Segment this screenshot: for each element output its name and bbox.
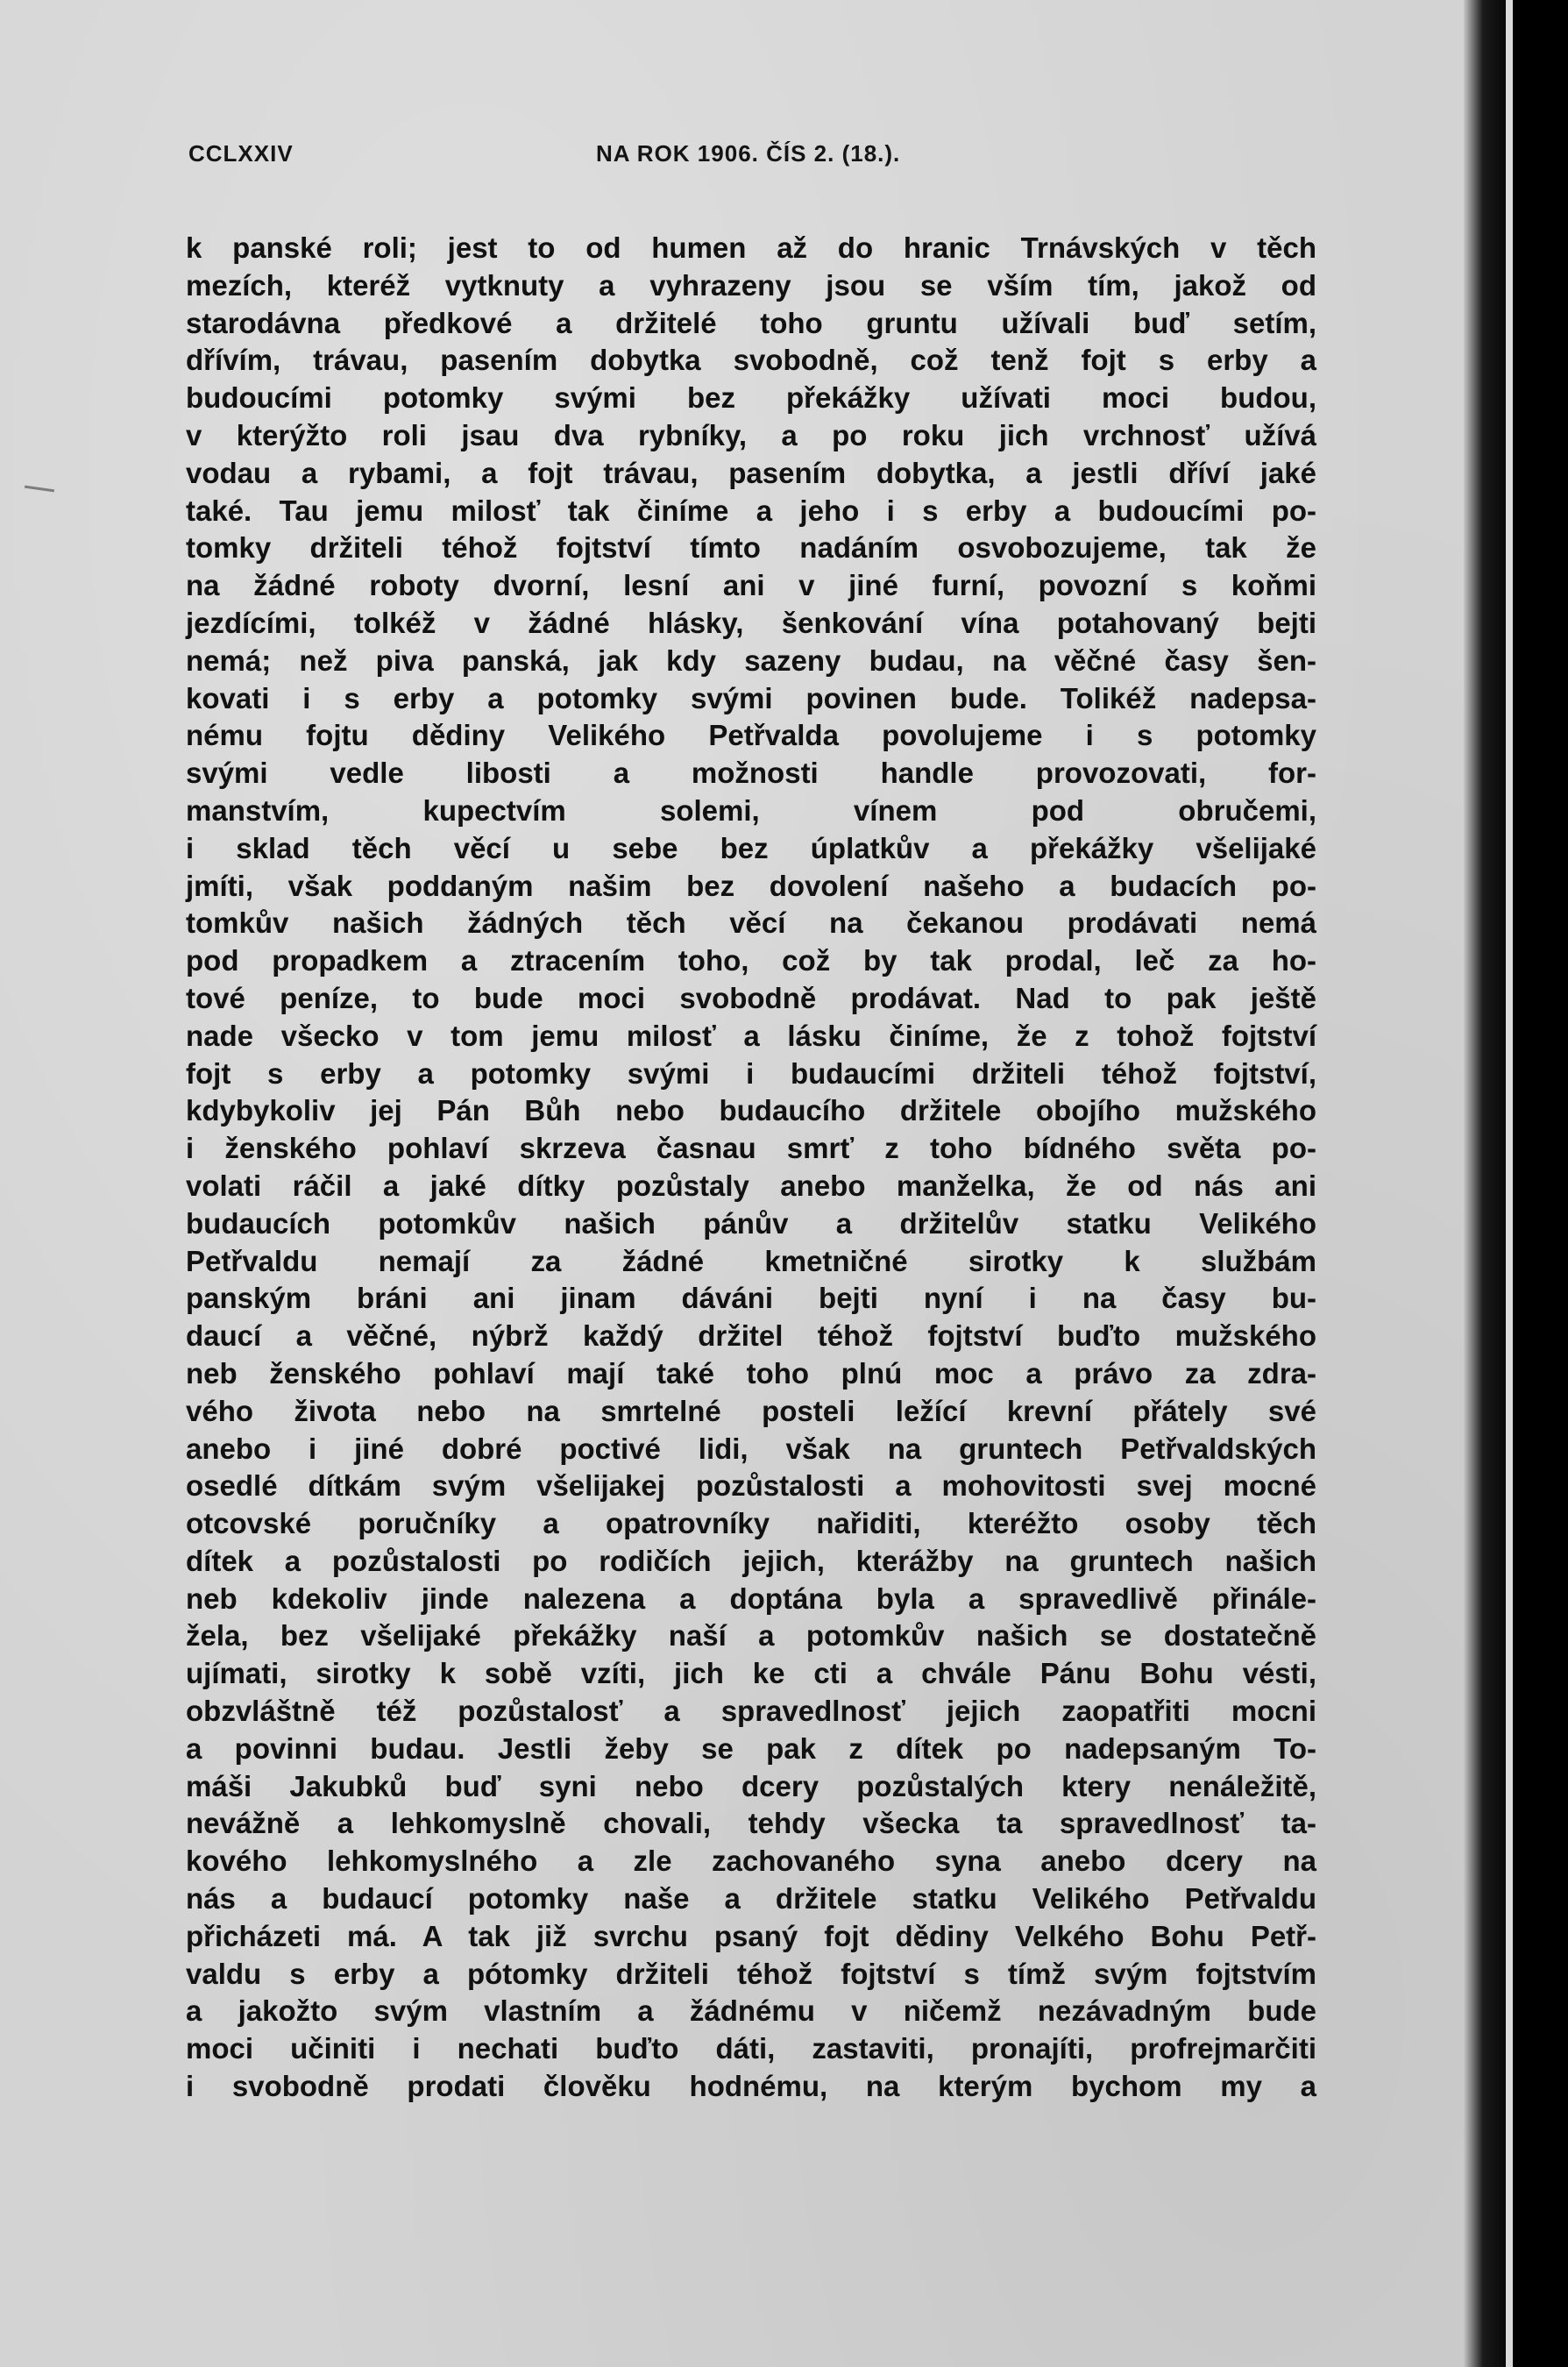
- text-line: jmíti, však poddaným našim bez dovolení našeho a budacích po-: [186, 869, 1316, 902]
- text-line: žela, bez všelijaké překážky naší a potomkův našich se dostatečně: [186, 1619, 1316, 1653]
- text-line: v kterýžto roli jsau dva rybníky, a po roku jich vrchnosť užívá: [186, 418, 1316, 451]
- text-line: tové peníze, to bude moci svobodně prodávat. Nad to pak ještě: [186, 981, 1316, 1014]
- text-line: kdybykoliv jej Pán Bůh nebo budaucího držitele obojího mužského: [186, 1094, 1316, 1127]
- text-line: obzvláštně též pozůstalosť a spravedlnosť jejich zaopatřiti mocni: [186, 1695, 1316, 1728]
- text-line: kového lehkomyslného a zle zachovaného syna anebo dcery na: [186, 1845, 1316, 1878]
- text-line: otcovské poručníky a opatrovníky nařiditi, kteréžto osoby těch: [186, 1507, 1316, 1540]
- text-line: i sklad těch věcí u sebe bez úplatkův a překážky všelijaké: [186, 831, 1316, 864]
- text-line: starodávna předkové a držitelé toho gruntu užívali buď setím,: [186, 306, 1316, 339]
- margin-pen-mark: [25, 486, 54, 493]
- text-line: nemá; než piva panská, jak kdy sazeny budau, na věčné časy šen-: [186, 643, 1316, 677]
- text-line: panským bráni ani jinam dáváni bejti nyní i na časy bu-: [186, 1282, 1316, 1315]
- text-line: také. Tau jemu milosť tak činíme a jeho i s erby a budoucími po-: [186, 494, 1316, 527]
- text-line: neb kdekoliv jinde nalezena a doptána byla a spravedlivě přinále-: [186, 1582, 1316, 1615]
- running-title: NA ROK 1906. ČÍS 2. (18.).: [596, 140, 901, 167]
- text-line: Petřvaldu nemají za žádné kmetničné sirotky k službám: [186, 1244, 1316, 1277]
- text-line: kovati i s erby a potomky svými povinen bude. Tolikéž nadepsa-: [186, 681, 1316, 714]
- text-line: volati ráčil a jaké dítky pozůstaly anebo manželka, že od nás ani: [186, 1169, 1316, 1202]
- text-line: tomkův našich žádných těch věcí na čekanou prodávati nemá: [186, 906, 1316, 940]
- text-line: pod propadkem a ztracením toho, což by tak prodal, leč za ho-: [186, 944, 1316, 977]
- text-line: valdu s erby a pótomky držiteli téhož fojtství s tímž svým fojtstvím: [186, 1957, 1316, 1990]
- text-line: osedlé dítkám svým všelijakej pozůstalosti a mohovitosti svej mocné: [186, 1469, 1316, 1503]
- text-line: dítek a pozůstalosti po rodičích jejich, kterážby na gruntech našich: [186, 1544, 1316, 1577]
- body-paragraph: [186, 230, 1316, 2106]
- text-line: přicházeti má. A tak již svrchu psaný fojt dědiny Velkého Bohu Petř-: [186, 1919, 1316, 1952]
- text-line: fojt s erby a potomky svými i budaucími držiteli téhož fojtství,: [186, 1056, 1316, 1090]
- text-line: budoucími potomky svými bez překážky užívati moci budou,: [186, 381, 1316, 415]
- text-line: neb ženského pohlaví mají také toho plnú moc a právo za zdra-: [186, 1356, 1316, 1390]
- text-line: nevážně a lehkomyslně chovali, tehdy všecka ta spravedlnosť ta-: [186, 1807, 1316, 1840]
- text-line: manstvím, kupectvím solemi, vínem pod obručemi,: [186, 793, 1316, 827]
- text-line: tomky držiteli téhož fojtství tímto nadáním osvobozujeme, tak že: [186, 531, 1316, 565]
- text-line: máši Jakubků buď syni nebo dcery pozůstalých ktery nenáležitě,: [186, 1769, 1316, 1802]
- text-line: svými vedle libosti a možnosti handle provozovati, for-: [186, 757, 1316, 790]
- text-line: a povinni budau. Jestli žeby se pak z dítek po nadepsaným To-: [186, 1731, 1316, 1765]
- text-line: vodau a rybami, a fojt trávau, pasením dobytka, a jestli dříví jaké: [186, 456, 1316, 489]
- text-line: nás a budaucí potomky naše a držitele statku Velikého Petřvaldu: [186, 1882, 1316, 1916]
- text-line: moci učiniti i nechati buďto dáti, zastaviti, pronajíti, profrejmarčiti: [186, 2032, 1316, 2065]
- text-line: dřívím, trávau, pasením dobytka svobodně, což tenž fojt s erby a: [186, 344, 1316, 377]
- text-line: i ženského pohlaví skrzeva časnau smrť z toho bídného světa po-: [186, 1132, 1316, 1165]
- text-line: daucí a věčné, nýbrž každý držitel téhož fojtství buďto mužského: [186, 1319, 1316, 1353]
- text-line: vého života nebo na smrtelné posteli ležící krevní přátely své: [186, 1394, 1316, 1427]
- page-edge-line: [1506, 0, 1513, 2367]
- page-header: [188, 140, 1310, 175]
- text-line: nade všecko v tom jemu milosť a lásku činíme, že z tohož fojtství: [186, 1019, 1316, 1052]
- text-line: i svobodně prodati člověku hodnému, na kterým bychom my a: [186, 2070, 1316, 2103]
- text-line: budaucích potomkův našich pánův a držitelův statku Velikého: [186, 1206, 1316, 1240]
- text-line: nému fojtu dědiny Velikého Petřvalda povolujeme i s potomky: [186, 719, 1316, 752]
- text-line: jezdícími, tolkéž v žádné hlásky, šenkování vína potahovaný bejti: [186, 606, 1316, 639]
- text-line: mezích, kteréž vytknuty a vyhrazeny jsou se vším tím, jakož od: [186, 268, 1316, 302]
- text-line: anebo i jiné dobré poctivé lidi, však na gruntech Petřvaldských: [186, 1432, 1316, 1465]
- text-line: na žádné roboty dvorní, lesní ani v jiné furní, povozní s koňmi: [186, 569, 1316, 602]
- text-line: a jakožto svým vlastním a žádnému v ničemž nezávadným bude: [186, 1994, 1316, 2028]
- text-line: ujímati, sirotky k sobě vzíti, jich ke cti a chvále Pánu Bohu vésti,: [186, 1657, 1316, 1690]
- text-line: k panské roli; jest to od humen až do hranic Trnávských v těch: [186, 231, 1316, 264]
- page-number: CCLXXIV: [188, 140, 294, 167]
- dark-scan-border: [1464, 0, 1568, 2367]
